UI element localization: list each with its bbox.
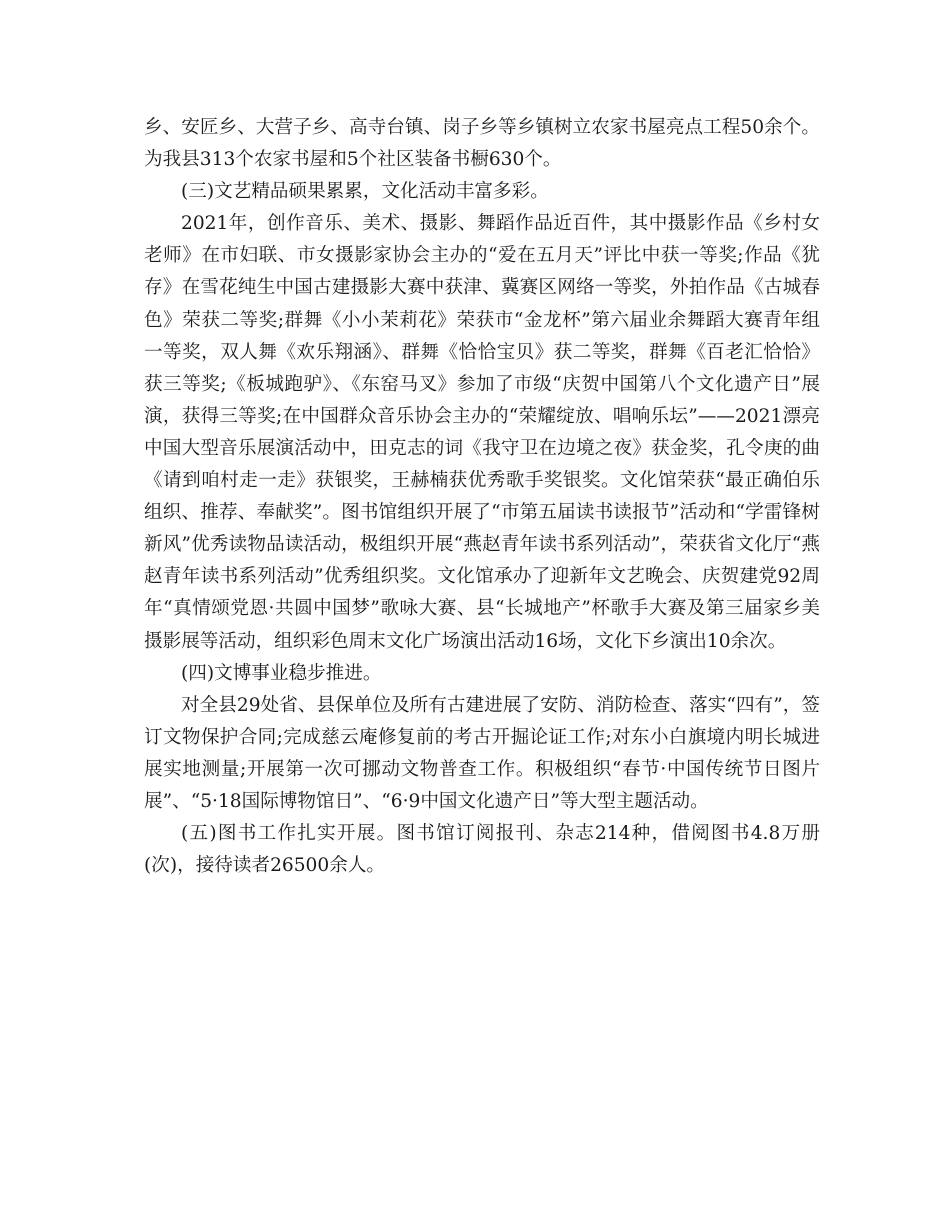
paragraph-arts-achievements: 2021年，创作音乐、美术、摄影、舞蹈作品近百件，其中摄影作品《乡村女老师》在市妇联、市女摄影家协会主办的“爱在五月天”评比中获一等奖;作品《犹存》在雪花纯生中国古建摄影大赛中获津、冀赛区网络一等奖，外拍作品《古城春色》荣获二等奖;群舞《小小茉莉花》荣获市“金龙杯”第六届业余舞蹈大赛青年组一等奖，双人舞《欢乐翔涵》、群舞《恰恰宝贝》获二等奖，群舞《百老汇恰恰》获三等奖;《板城跑驴》、《东窑马叉》参加了市级“庆贺中国第八个文化遗产日”展演，获得三等奖;在中国群众音乐协会主办的“荣耀绽放、唱响乐坛”——2021漂亮中国大型音乐展演活动中，田克志的词《我守卫在边境之夜》获金奖，孔令庚的曲《请到咱村走一走》获银奖，王赫楠获优秀歌手奖银奖。文化馆荣获“最正确伯乐组织、推荐、奉献奖”。图书馆组织开展了“市第五届读书读报节”活动和“学雷锋树新风”优秀读物品读活动，极组织开展“燕赵青年读书系列活动”，荣获省文化厅“燕赵青年读书系列活动”优秀组织奖。文化馆承办了迎新年文艺晚会、庆贺建党92周年“真情颂党恩·共圆中国梦”歌咏大赛、县“长城地产”杯歌手大赛及第三届家乡美摄影展等活动，组织彩色周末文化广场演出活动16场，文化下乡演出10余次。: [144, 213, 820, 652]
section-heading-four: (四)文博事业稳步推进。: [181, 662, 382, 684]
paragraph-cultural-relics: 对全县29处省、县保单位及所有古建进展了安防、消防检查、落实“四有”，签订文物保护合同;完成慈云庵修复前的考古开掘论证工作;对东小白旗境内明长城进展实地测量;开展第一次可挪动文物普查工作。积极组织“春节·中国传统节日图片展”、“5·18国际博物馆日”、“6·9中国文化遗产日”等大型主题活动。: [144, 694, 820, 812]
section-heading-three: (三)文艺精品硕果累累，文化活动丰富多彩。: [181, 181, 549, 203]
paragraph-library-work: (五)图书工作扎实开展。图书馆订阅报刊、杂志214种，借阅图书4.8万册(次)，接待读者26500余人。: [144, 823, 820, 877]
document-body: [144, 112, 820, 882]
paragraph-continuation: 乡、安匠乡、大营子乡、高寺台镇、岗子乡等乡镇树立农家书屋亮点工程50余个。为我县313个农家书屋和5个社区装备书橱630个。: [144, 117, 820, 171]
